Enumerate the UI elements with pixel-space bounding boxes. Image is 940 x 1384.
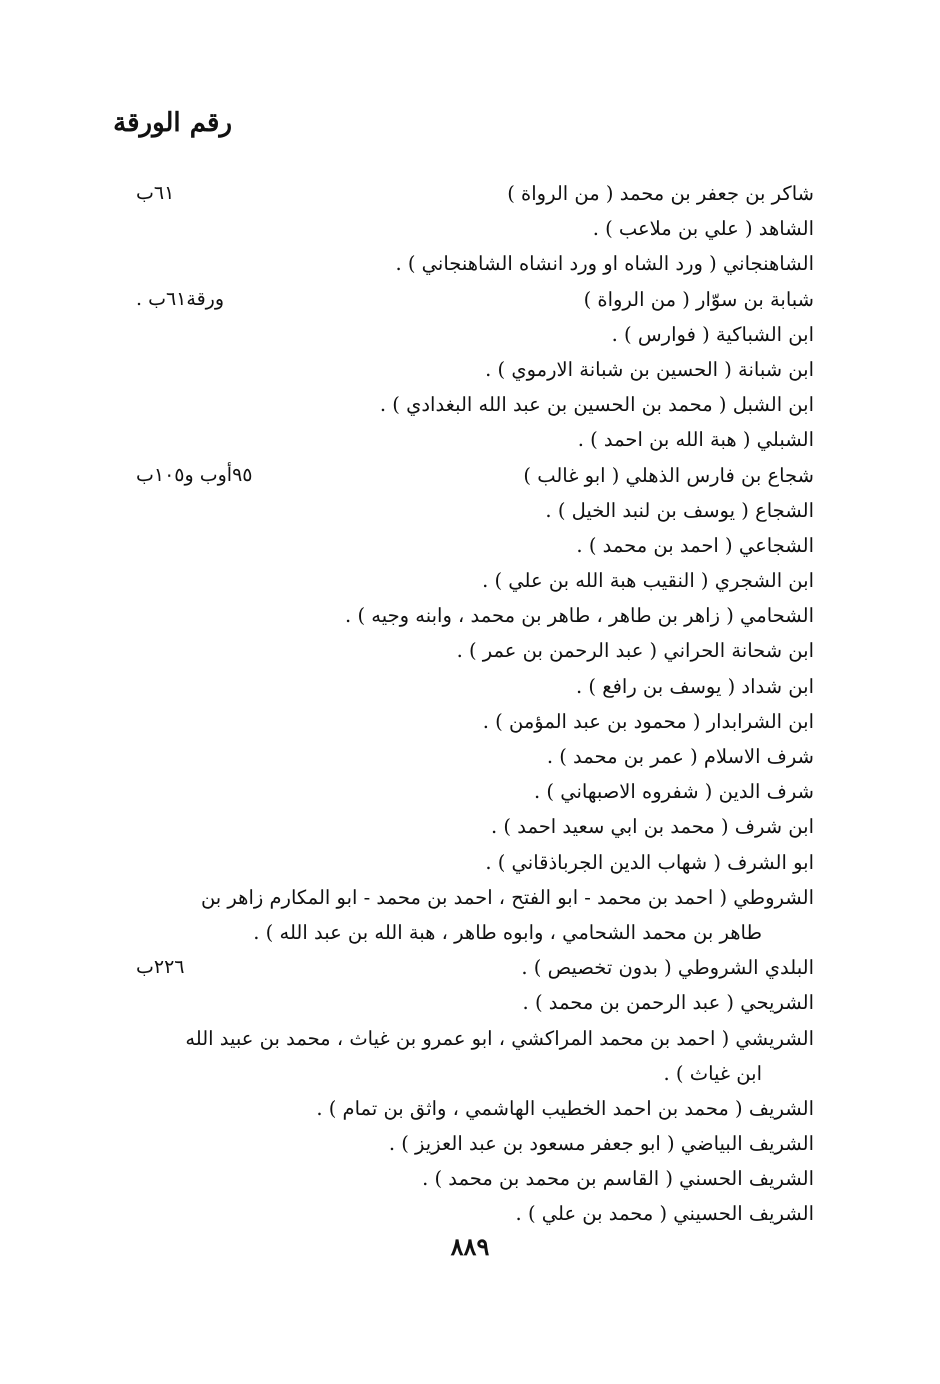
- entry-text: شاكر بن جعفر بن محمد ( من الرواة ): [507, 182, 814, 205]
- index-entry: [0, 1161, 940, 1196]
- entry-text: شرف الدين ( شفروه الاصبهاني ) .: [534, 780, 814, 804]
- index-entry: [0, 1056, 940, 1091]
- folio-reference: ٩٥أوب و١٠٥ب: [136, 463, 253, 486]
- index-entry: [0, 774, 940, 809]
- index-entries-list: [0, 176, 940, 1232]
- entry-text: الشريف الحسيني ( محمد بن علي ) .: [515, 1202, 814, 1226]
- entry-text: الشاهد ( علي بن ملاعب ) .: [592, 217, 814, 241]
- page-number: ٨٨٩: [450, 1232, 490, 1261]
- index-entry: [0, 458, 940, 493]
- entry-text: شبابة بن سوّار ( من الرواة ): [583, 287, 814, 311]
- entry-text: الشريشي ( احمد بن محمد المراكشي ، ابو عمرو بن غياث ، محمد بن عبيد الله: [185, 1026, 814, 1050]
- entry-text: الشريحي ( عبد الرحمن بن محمد ) .: [522, 991, 814, 1015]
- index-entry: [0, 704, 940, 739]
- entry-text: البلدي الشروطي ( بدون تخصيص ) .: [521, 956, 814, 980]
- index-entry: [0, 1196, 940, 1231]
- entry-text: ابن الشجري ( النقيب هبة الله بن علي ) .: [482, 569, 814, 593]
- folio-reference: ورقة٦١ب .: [136, 287, 225, 310]
- index-entry: [0, 317, 940, 352]
- index-entry: [0, 493, 940, 528]
- entry-text: ابن شبانة ( الحسين بن شبانة الارموي ) .: [485, 357, 814, 381]
- entry-text: شجاع بن فارس الذهلي ( ابو غالب ): [523, 463, 814, 487]
- index-entry: [0, 845, 940, 880]
- entry-text: الشروطي ( احمد بن محمد - ابو الفتح ، احمد بن محمد - ابو المكارم زاهر بن: [200, 885, 814, 909]
- index-entry: [0, 528, 940, 563]
- index-entry: [0, 282, 940, 317]
- index-entry: [0, 985, 940, 1020]
- entry-continuation-text: طاهر بن محمد الشحامي ، وابوه طاهر ، هبة الله بن عبد الله ) .: [253, 920, 762, 944]
- index-entry: [0, 176, 940, 211]
- index-entry: [0, 880, 940, 915]
- index-entry: [0, 950, 940, 985]
- entry-text: الشريف البياضي ( ابو جعفر مسعود بن عبد العزيز ) .: [388, 1132, 814, 1156]
- index-entry: [0, 739, 940, 774]
- index-entry: [0, 633, 940, 668]
- index-entry: [0, 1091, 940, 1126]
- entry-text: الشبلي ( هبة الله بن احمد ) .: [577, 428, 814, 452]
- entry-text: ابن الشرابدار ( محمود بن عبد المؤمن ) .: [482, 709, 814, 733]
- entry-text: الشجاع ( يوسف بن لنبد الخيل ) .: [545, 498, 814, 522]
- entry-continuation-text: ابن غياث ) .: [663, 1061, 762, 1085]
- entry-text: الشجاعي ( احمد بن محمد ) .: [576, 533, 814, 557]
- index-entry: [0, 387, 940, 422]
- entry-text: ابن الشباكية ( فوارس ) .: [611, 322, 814, 346]
- index-entry: [0, 422, 940, 457]
- entry-text: ابن شرف ( محمد بن ابي سعيد احمد ) .: [491, 815, 814, 839]
- index-entry: [0, 1126, 940, 1161]
- entry-text: ابن شداد ( يوسف بن رافع ) .: [576, 674, 814, 698]
- entry-text: الشريف ( محمد بن احمد الخطيب الهاشمي ، واثق بن تمام ) .: [316, 1096, 814, 1120]
- entry-text: ابن الشبل ( محمد بن الحسين بن عبد الله البغدادي ) .: [379, 393, 814, 417]
- entry-text: الشحامي ( زاهر بن طاهر ، طاهر بن محمد ، وابنه وجيه ) .: [345, 604, 814, 628]
- folio-reference: ٦١ب: [136, 182, 175, 204]
- index-entry: [0, 352, 940, 387]
- index-entry: [0, 246, 940, 281]
- index-entry: [0, 915, 940, 950]
- entry-text: الشاهنجاني ( ورد الشاه او ورد انشاه الشاهنجاني ) .: [395, 252, 814, 276]
- entry-text: ابن شحانة الحراني ( عبد الرحمن بن عمر ) .: [456, 639, 814, 663]
- index-entry: [0, 809, 940, 844]
- folio-column-heading: رقم الورقة: [113, 108, 232, 138]
- entry-text: الشريف الحسني ( القاسم بن محمد بن محمد ) .: [422, 1167, 814, 1191]
- index-entry: [0, 563, 940, 598]
- index-entry: [0, 598, 940, 633]
- entry-text: ابو الشرف ( شهاب الدين الجرباذقاني ) .: [485, 850, 814, 874]
- entry-text: شرف الاسلام ( عمر بن محمد ) .: [546, 745, 814, 768]
- index-entry: [0, 211, 940, 246]
- index-entry: [0, 669, 940, 704]
- index-entry: [0, 1021, 940, 1056]
- folio-reference: ٢٢٦ب: [136, 956, 185, 979]
